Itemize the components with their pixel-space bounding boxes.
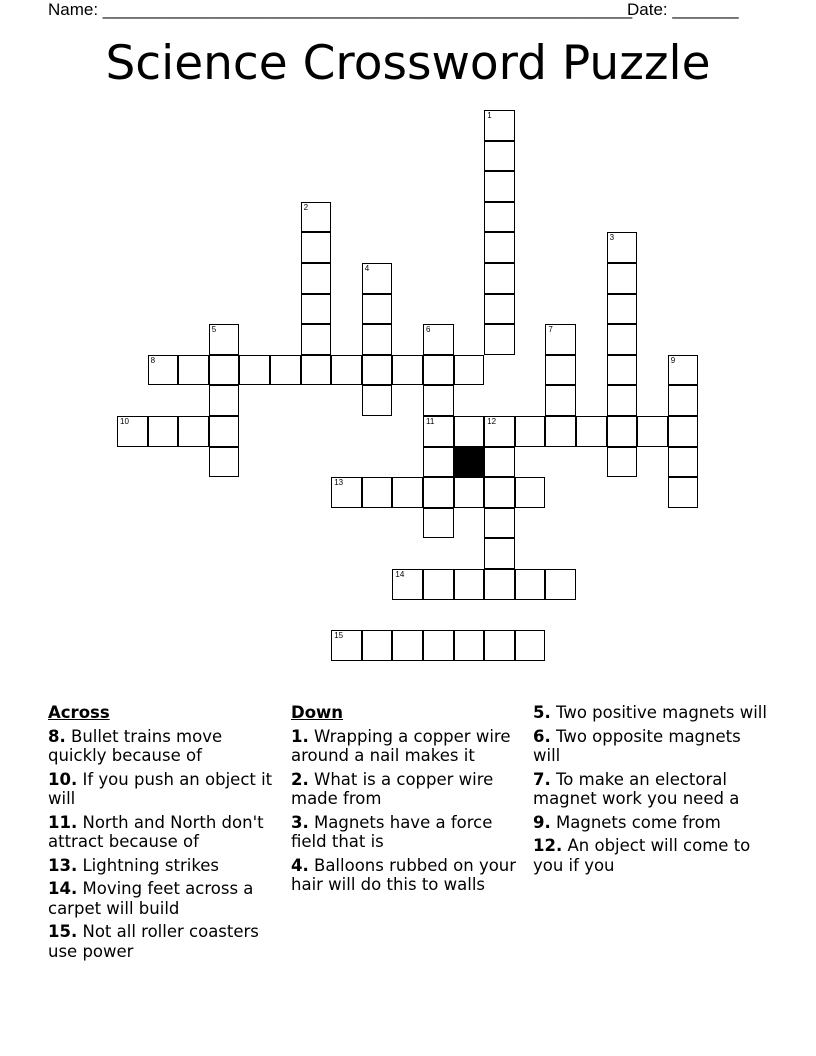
cell-number: 15 — [334, 631, 344, 641]
clue-text: Balloons rubbed on your hair will do this to walls — [291, 855, 517, 894]
clue-number: 8. — [48, 726, 66, 746]
grid-cell[interactable] — [515, 416, 546, 447]
clue-item — [533, 770, 769, 809]
cell-number: 14 — [395, 570, 405, 579]
date-field[interactable]: Date: _______ — [627, 0, 739, 19]
grid-cell[interactable] — [515, 569, 546, 600]
grid-cell[interactable] — [423, 447, 454, 478]
grid-cell[interactable] — [331, 355, 362, 386]
page-title: Science Crossword Puzzle — [105, 36, 711, 91]
grid-cell[interactable] — [362, 324, 393, 355]
clue-text: Two positive magnets will — [556, 703, 767, 722]
grid-cell[interactable] — [484, 416, 515, 447]
black-cell — [454, 447, 485, 478]
grid-cell[interactable] — [545, 324, 576, 355]
clue-text: Two opposite magnets will — [533, 726, 741, 765]
grid-cell[interactable] — [607, 294, 638, 325]
clue-text: What is a copper wire made from — [291, 769, 494, 808]
clue-text: Lightning strikes — [82, 855, 220, 875]
grid-cell[interactable] — [607, 416, 638, 447]
cell-number: 2 — [303, 202, 309, 212]
cell-number: 7 — [548, 325, 553, 335]
grid-cell[interactable] — [484, 569, 515, 600]
clue-item — [48, 813, 284, 852]
clue-item — [291, 856, 527, 895]
grid-cell[interactable] — [392, 630, 423, 661]
grid-cell[interactable] — [392, 355, 423, 386]
grid-cell[interactable] — [239, 355, 270, 386]
grid-cell[interactable] — [545, 416, 576, 447]
clue-item — [291, 770, 527, 809]
cell-number: 10 — [120, 417, 129, 426]
grid-cell[interactable] — [209, 447, 240, 478]
grid-cell[interactable] — [362, 263, 393, 294]
cell-number: 9 — [670, 355, 676, 365]
down-clues — [291, 703, 527, 899]
grid-cell[interactable] — [362, 355, 393, 386]
clue-item — [291, 813, 527, 852]
grid-cell[interactable] — [301, 263, 332, 294]
cell-number: 13 — [334, 478, 344, 488]
clue-number: 6. — [533, 726, 551, 746]
clue-text: Bullet trains move quickly because of — [48, 726, 223, 765]
grid-cell[interactable] — [392, 569, 423, 600]
grid-cell[interactable] — [545, 385, 576, 416]
grid-cell[interactable] — [423, 355, 454, 386]
grid-cell[interactable] — [515, 630, 546, 661]
grid-cell[interactable] — [484, 110, 515, 141]
clue-text: Magnets come from — [556, 812, 721, 832]
grid-cell[interactable] — [607, 263, 638, 294]
grid-cell[interactable] — [301, 294, 332, 325]
grid-cell[interactable] — [484, 508, 515, 539]
across-clues — [48, 703, 284, 965]
grid-cell[interactable] — [423, 508, 454, 539]
cell-number: 3 — [609, 233, 615, 243]
grid-cell[interactable] — [178, 355, 209, 386]
grid-cell[interactable] — [607, 324, 638, 355]
grid-cell[interactable] — [484, 263, 515, 294]
grid-cell[interactable] — [454, 630, 485, 661]
grid-cell[interactable] — [362, 477, 393, 508]
grid-cell[interactable] — [484, 141, 515, 172]
clue-text: Magnets have a force field that is — [291, 812, 493, 851]
grid-cell[interactable] — [362, 630, 393, 661]
grid-cell[interactable] — [117, 416, 148, 447]
across-heading: Across — [48, 703, 110, 722]
grid-cell[interactable] — [668, 477, 699, 508]
cell-number: 11 — [426, 417, 435, 426]
grid-cell[interactable] — [270, 355, 301, 386]
grid-cell[interactable] — [484, 294, 515, 325]
grid-cell[interactable] — [576, 416, 607, 447]
grid-cell[interactable] — [392, 477, 423, 508]
cell-number: 1 — [487, 111, 492, 120]
grid-cell[interactable] — [362, 294, 393, 325]
grid-cell[interactable] — [423, 385, 454, 416]
grid-cell[interactable] — [331, 477, 362, 508]
grid-cell[interactable] — [301, 355, 332, 386]
grid-cell[interactable] — [607, 385, 638, 416]
grid-cell[interactable] — [545, 569, 576, 600]
grid-cell[interactable] — [515, 477, 546, 508]
grid-cell[interactable] — [484, 630, 515, 661]
grid-cell[interactable] — [301, 232, 332, 263]
grid-cell[interactable] — [209, 355, 240, 386]
grid-cell[interactable] — [637, 416, 668, 447]
grid-cell[interactable] — [668, 447, 699, 478]
down-heading: Down — [291, 703, 344, 722]
down-clues-continued — [533, 703, 769, 879]
clue-number: 11. — [48, 812, 78, 832]
clue-text: North and North don't attract because of — [48, 812, 264, 851]
grid-cell[interactable] — [178, 416, 209, 447]
grid-cell[interactable] — [423, 569, 454, 600]
grid-cell[interactable] — [484, 202, 515, 233]
grid-cell[interactable] — [668, 355, 699, 386]
cell-number: 12 — [487, 417, 497, 426]
grid-cell[interactable] — [454, 569, 485, 600]
clue-number: 3. — [291, 812, 309, 832]
clue-number: 4. — [291, 855, 309, 875]
cell-number: 4 — [364, 264, 370, 273]
grid-cell[interactable] — [423, 477, 454, 508]
cell-number: 6 — [426, 325, 431, 335]
grid-cell[interactable] — [301, 324, 332, 355]
grid-cell[interactable] — [454, 416, 485, 447]
grid-cell[interactable] — [668, 416, 699, 447]
grid-cell[interactable] — [607, 447, 638, 478]
grid-cell[interactable] — [607, 355, 638, 386]
clue-item — [533, 703, 769, 723]
grid-cell[interactable] — [362, 385, 393, 416]
grid-cell[interactable] — [209, 416, 240, 447]
clue-text: Wrapping a copper wire around a nail makes it — [291, 726, 511, 765]
grid-cell[interactable] — [484, 171, 515, 202]
clue-number: 14. — [48, 879, 78, 898]
clue-number: 12. — [533, 836, 563, 855]
cell-number: 5 — [211, 325, 217, 335]
clue-item — [533, 836, 769, 875]
grid-cell[interactable] — [484, 538, 515, 569]
clue-number: 15. — [48, 922, 78, 941]
grid-cell[interactable] — [668, 385, 699, 416]
grid-cell[interactable] — [423, 416, 454, 447]
grid-cell[interactable] — [484, 477, 515, 508]
clue-item — [48, 727, 284, 766]
clue-item — [48, 922, 284, 961]
grid-cell[interactable] — [545, 355, 576, 386]
clue-text: Not all roller coasters use power — [48, 922, 259, 961]
grid-cell[interactable] — [209, 324, 240, 355]
grid-cell[interactable] — [423, 324, 454, 355]
grid-cell[interactable] — [209, 385, 240, 416]
grid-cell[interactable] — [148, 416, 179, 447]
grid-cell[interactable] — [301, 202, 332, 233]
grid-cell[interactable] — [607, 232, 638, 263]
clue-number: 2. — [291, 769, 309, 789]
grid-cell[interactable] — [454, 477, 485, 508]
grid-cell[interactable] — [423, 630, 454, 661]
clue-item — [48, 856, 284, 876]
cell-number: 8 — [150, 355, 156, 365]
clue-number: 7. — [533, 769, 551, 789]
clue-number: 9. — [533, 812, 551, 832]
grid-cell[interactable] — [484, 324, 515, 355]
clue-number: 1. — [291, 726, 309, 746]
clue-text: To make an electoral magnet work you need a — [533, 769, 740, 808]
grid-cell[interactable] — [148, 355, 179, 386]
clue-text: An object will come to you if you — [533, 836, 751, 875]
clue-item — [533, 813, 769, 833]
clue-item — [48, 879, 284, 918]
grid-cell[interactable] — [331, 630, 362, 661]
clue-item — [533, 727, 769, 766]
grid-cell[interactable] — [454, 355, 485, 386]
clue-text: If you push an object it will — [48, 769, 273, 808]
clue-item — [291, 727, 527, 766]
clue-number: 13. — [48, 855, 78, 875]
grid-cell[interactable] — [484, 232, 515, 263]
clue-item — [48, 770, 284, 809]
name-field[interactable]: Name: ________________________________________________________ — [48, 0, 633, 19]
grid-cell[interactable] — [484, 447, 515, 478]
clue-number: 5. — [533, 703, 551, 722]
clue-number: 10. — [48, 769, 78, 789]
clue-text: Moving feet across a carpet will build — [48, 879, 254, 918]
